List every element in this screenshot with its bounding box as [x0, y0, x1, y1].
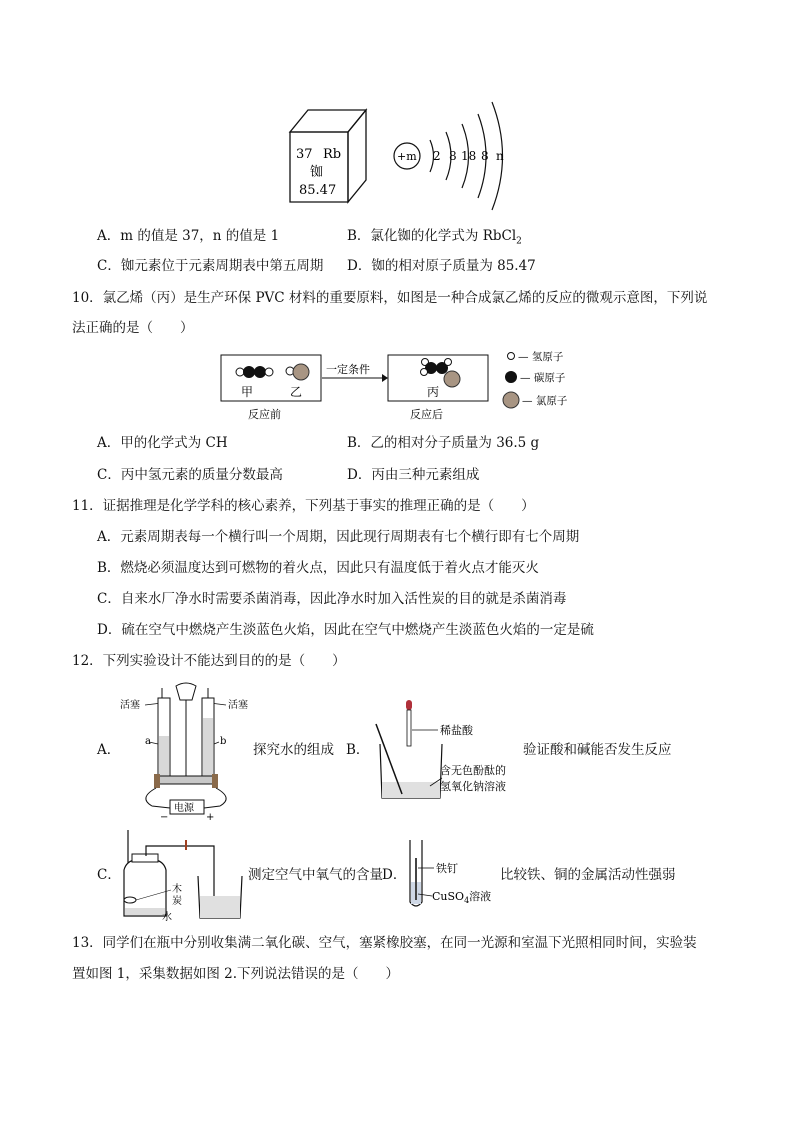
power-supply-label: 电源: [174, 803, 194, 814]
q12-option-c-text: 测定空气中氧气的含量: [248, 867, 383, 883]
tube-b-label: b: [220, 736, 227, 747]
q10-option-a: A．甲的化学式为 CH: [97, 435, 228, 451]
label-yi: 乙: [290, 385, 303, 399]
element-name: 铷: [310, 165, 324, 180]
reaction-diagram: [218, 346, 588, 426]
q12-option-b-text: 验证酸和碱能否发生反应: [523, 742, 672, 758]
legend-h-label: — 氢原子: [518, 351, 564, 363]
legend-cl-label: — 氯原子: [522, 395, 568, 407]
collection-bottle: [124, 860, 166, 916]
wire-right: [204, 788, 226, 808]
q12-option-d-text: 比较铁、铜的金属活动性强弱: [500, 867, 676, 883]
bing-h-atom-3: [421, 369, 428, 376]
q9-option-c: C．铷元素位于元素周期表中第五周期: [97, 258, 324, 274]
q12-option-c-letter: C．: [97, 867, 121, 883]
rubidium-figure: [280, 96, 520, 216]
label-jia: 甲: [241, 385, 254, 399]
q9-option-a: A．m 的值是 37，n 的值是 1: [97, 228, 280, 244]
positive-terminal: +: [206, 812, 215, 820]
q10-stem-line1: 10．氯乙烯（丙）是生产环保 PVC 材料的重要原料，如图是一种合成氯乙烯的反应的微观示意图，下列说: [72, 290, 708, 306]
q11-option-b: B．燃烧必须温度达到可燃物的着火点，因此只有温度低于着火点才能灭火: [97, 560, 539, 576]
q11-stem: 11．证据推理是化学学科的核心素养，下列基于事实的推理正确的是（ ）: [72, 498, 535, 514]
shell-1-count: 2: [433, 149, 441, 163]
q9-option-d: D．铷的相对原子质量为 85.47: [347, 258, 536, 274]
jia-c-atom-1: [243, 366, 255, 378]
q12-stem: 12．下列实验设计不能达到目的的是（ ）: [72, 653, 346, 669]
jia-h-atom-right: [265, 368, 273, 376]
acid-base-setup: [370, 698, 530, 802]
solution-label: CuSO$_4$溶液: [432, 890, 492, 905]
q13-stem-line2: 置如图 1，采集数据如图 2.下列说法错误的是（ ）: [72, 966, 400, 982]
shell-5-count: n: [496, 149, 504, 163]
carbon-label-1: 木: [172, 884, 182, 895]
yi-cl-atom: [293, 364, 309, 380]
nail-label: 铁钉: [436, 862, 458, 875]
legend-c-icon: [505, 371, 517, 383]
metal-activity-setup: [404, 838, 514, 912]
q13-stem-line1: 13．同学们在瓶中分别收集满二氧化碳、空气，塞紧橡胶塞，在同一光源和室温下光照相同时间，实验装: [72, 935, 697, 951]
atomic-number: 37: [296, 147, 313, 162]
q10-option-d: D．丙由三种元素组成: [347, 467, 480, 483]
q12-option-a-text: 探究水的组成: [253, 742, 334, 758]
dropper-tube: [407, 710, 411, 746]
solution-label-line2: 氢氧化钠溶液: [440, 780, 506, 793]
reaction-condition: 一定条件: [326, 363, 370, 376]
reaction-arrow-head: [382, 374, 388, 382]
q10-option-b: B．乙的相对分子质量为 36.5 g: [347, 435, 540, 451]
nucleus-charge: +m: [397, 150, 417, 163]
legend-cl-icon: [503, 392, 519, 408]
q10-option-c: C．丙中氢元素的质量分数最高: [97, 467, 283, 483]
oxygen-measurement-setup: [116, 826, 256, 922]
q10-stem-line2: 法正确的是（ ）: [72, 320, 194, 336]
q9-option-b: [347, 226, 522, 252]
acid-label: 稀盐酸: [440, 724, 473, 737]
q11-option-c: C．自来水厂净水时需要杀菌消毒，因此净水时加入活性炭的目的就是杀菌消毒: [97, 591, 567, 607]
shell-2-count: 8: [449, 149, 457, 163]
legend-c-label: — 碳原子: [520, 372, 566, 384]
label-before: 反应前: [248, 408, 281, 421]
shell-3-count: 18: [461, 149, 477, 163]
electrolysis-apparatus: [118, 678, 258, 820]
atomic-mass: 85.47: [299, 183, 337, 198]
valve-right-label: 活塞: [228, 700, 248, 711]
tube-b-water: [203, 718, 213, 778]
q9-option-b-subscript: 2: [516, 236, 522, 247]
label-bing: 丙: [427, 385, 440, 399]
negative-terminal: −: [160, 812, 169, 820]
tube-a-label: a: [145, 736, 151, 747]
q9-option-b-text: B．氯化铷的化学式为 RbCl: [347, 228, 517, 244]
q11-option-d: D．硫在空气中燃烧产生淡蓝色火焰，因此在空气中燃烧产生淡蓝色火焰的一定是硫: [97, 622, 594, 638]
dropper-bulb: [406, 700, 412, 710]
combustion-spoon: [124, 897, 136, 903]
water-label: 水: [162, 912, 172, 922]
bing-h-atom-2: [445, 359, 452, 366]
bing-cl-atom: [444, 371, 460, 387]
label-after: 反应后: [410, 408, 443, 421]
jia-h-atom-left: [236, 368, 244, 376]
element-symbol: Rb: [323, 147, 342, 162]
solution-label-line1: 含无色酚酞的: [440, 764, 506, 777]
wire-left: [146, 788, 170, 808]
shell-4-count: 8: [481, 149, 489, 163]
valve-left-label: 活塞: [120, 700, 140, 711]
connecting-tube: [158, 776, 214, 784]
carbon-label-2: 炭: [172, 896, 182, 907]
q12-option-a-letter: A．: [97, 742, 121, 758]
beaker-solution: [382, 782, 440, 798]
tube-a-water: [159, 736, 169, 778]
reservoir-funnel: [176, 683, 196, 700]
q12-option-b-letter: B．: [346, 742, 370, 758]
q12-option-d-letter: D．: [382, 867, 407, 883]
q11-option-a: A．元素周期表每一个横行叫一个周期，因此现行周期表有七个横行即有七个周期: [97, 529, 580, 545]
legend-h-icon: [508, 353, 515, 360]
jia-c-atom-2: [254, 366, 266, 378]
